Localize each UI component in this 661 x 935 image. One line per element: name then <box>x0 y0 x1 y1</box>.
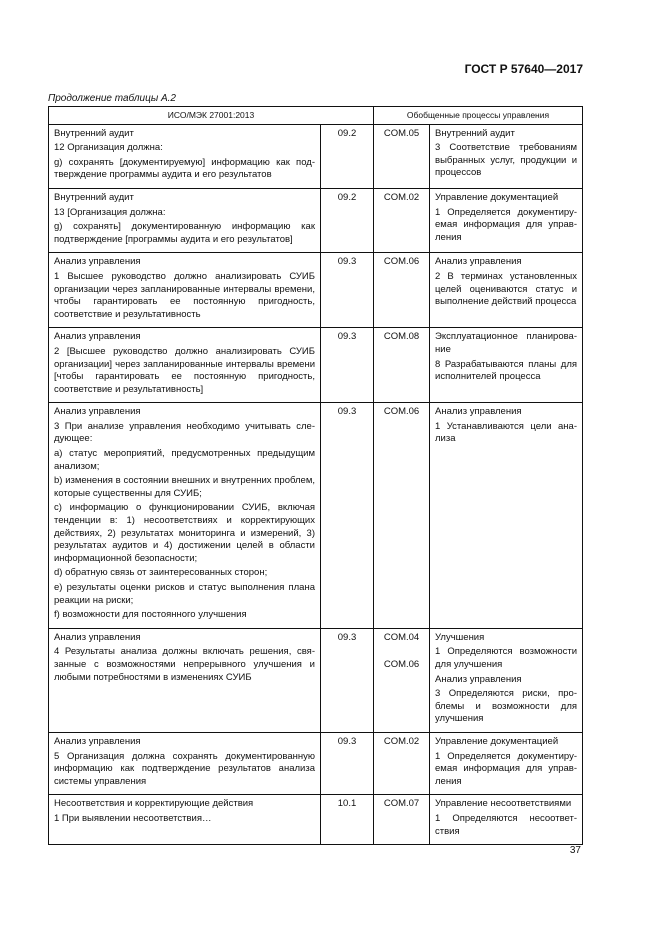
clause-text: 2 [Высшее руководство должно анализировать СУИБ организации] через запланированные интервалы времени [чтобы гарантировать ее постоянную пригодность, соответствие и результативность] <box>54 345 315 395</box>
iso-cell <box>49 628 321 732</box>
table-row <box>49 124 583 188</box>
process-text: 3 Соответствие требованиям выбранных услуг, продукции и процессов <box>435 142 578 179</box>
process-code-cell <box>374 795 430 845</box>
process-code: COM.05 <box>383 127 420 139</box>
process-cell <box>430 253 583 328</box>
document-code: ГОСТ Р 57640—2017 <box>464 62 583 76</box>
clause-text: 13 [Организация должна: <box>54 206 166 218</box>
table-row <box>49 188 583 252</box>
table-caption: Продолжение таблицы А.2 <box>48 93 176 104</box>
section-title: Анализ управления <box>54 735 141 747</box>
section-title: Анализ управления <box>54 256 141 268</box>
process-cell <box>430 628 583 732</box>
process-text: 2 В терминах установленных целей оцениваются статус и выполнение действий процесса <box>435 270 578 308</box>
iso-cell <box>49 124 321 188</box>
process-title: Управление документацией <box>435 735 559 747</box>
process-code-cell <box>374 188 430 252</box>
process-code: COM.04 <box>383 631 420 643</box>
section-title: Анализ управления <box>54 631 141 643</box>
iso-cell <box>49 795 321 845</box>
process-title: Внутренний аудит <box>435 127 515 139</box>
process-code-cell <box>374 124 430 188</box>
process-title: Эксплуатационное планирование <box>435 331 578 355</box>
clause-text: 12 Организация должна: <box>54 142 163 154</box>
clause-text: g) сохранять] документированную информацию как подтверждение [программы аудита и его результатов] <box>54 221 315 245</box>
process-text: 1 Определяются несоответствия <box>435 812 578 837</box>
iso-cell <box>49 253 321 328</box>
process-text: 1 Устанавливаются цели анализа <box>435 420 578 445</box>
clause-text: 4 Результаты анализа должны включать решения, связанные с возможностями непрерывного улучшения и любыми потребностями в изменениях СУИБ <box>54 646 315 683</box>
process-cell <box>430 124 583 188</box>
clause-number: 10.1 <box>321 795 374 845</box>
section-title: Внутренний аудит <box>54 191 134 203</box>
process-code: COM.02 <box>383 735 420 747</box>
table-row <box>49 732 583 794</box>
process-title: Управление несоответствиями <box>435 798 572 810</box>
clause-text: 1 Высшее руководство должно анализировать СУИБ организации через запланированные интервалы времени, чтобы гарантировать ее постоянную пригодность, соответствие и результативность <box>54 270 315 320</box>
clause-text: 3 При анализе управления необходимо учитывать следующее: <box>54 420 315 445</box>
clause-number: 09.3 <box>321 628 374 732</box>
section-title: Анализ управления <box>54 406 141 418</box>
clause-item: c) информацию о функционировании СУИБ, включая тенденции в: 1) несоответствиях и корректирующих действиях, 2) результатах мониторинга и измерений, 3) результатах аудитов и 4) достижении целей в области информационной безопасности; <box>54 502 315 564</box>
process-code-cell <box>374 628 430 732</box>
process-cell <box>430 403 583 629</box>
process-code-cell <box>374 732 430 794</box>
clause-item: a) статус мероприятий, предусмотренных предыдущим анализом; <box>54 448 315 472</box>
process-cell <box>430 188 583 252</box>
clause-number: 09.3 <box>321 253 374 328</box>
process-title: Анализ управления <box>435 256 522 268</box>
process-cell <box>430 732 583 794</box>
process-code: COM.06 <box>383 659 420 671</box>
process-code: COM.07 <box>383 798 420 810</box>
process-text: 8 Разрабатываются планы для исполнителей процесса <box>435 358 578 383</box>
process-title: Улучшения <box>435 631 485 643</box>
table-row <box>49 795 583 845</box>
clause-item: f) возможности для постоянного улучшения <box>54 609 247 621</box>
table-row <box>49 253 583 328</box>
process-code-cell <box>374 403 430 629</box>
process-code: COM.06 <box>383 406 420 418</box>
iso-cell <box>49 188 321 252</box>
process-title: Анализ управления <box>435 406 522 418</box>
process-text: 1 Определяется документируемая информация для управления <box>435 206 578 243</box>
table-header-row <box>49 107 583 125</box>
section-title: Анализ управления <box>54 331 141 343</box>
iso-mapping-table <box>48 106 583 845</box>
clause-number: 09.3 <box>321 732 374 794</box>
clause-number: 09.3 <box>321 328 374 403</box>
table-row <box>49 628 583 732</box>
clause-item: e) результаты оценки рисков и статус выполнения плана реакции на риски; <box>54 582 315 606</box>
clause-text: 5 Организация должна сохранять документированную информацию как подтверждение результатов анализа системы управления <box>54 750 315 787</box>
process-title: Управление документацией <box>435 191 559 203</box>
process-title: Анализ управления <box>435 673 522 685</box>
page-number: 37 <box>569 845 581 856</box>
clause-number: 09.2 <box>321 124 374 188</box>
process-code: COM.02 <box>383 191 420 203</box>
process-text: 1 Определяется документируемая информация для управления <box>435 750 578 787</box>
clause-number: 09.2 <box>321 188 374 252</box>
clause-number: 09.3 <box>321 403 374 629</box>
table-row <box>49 328 583 403</box>
section-title: Внутренний аудит <box>54 127 134 139</box>
table-row <box>49 403 583 629</box>
process-cell <box>430 328 583 403</box>
process-text: 1 Определяются возможности для улучшения <box>435 646 578 670</box>
header-processes: Обобщенные процессы управления <box>374 107 583 125</box>
process-code: COM.06 <box>383 256 420 268</box>
section-title: Несоответствия и корректирующие действия <box>54 798 254 810</box>
process-code-cell <box>374 253 430 328</box>
iso-cell <box>49 732 321 794</box>
clause-item: d) обратную связь от заинтересованных сторон; <box>54 567 268 579</box>
clause-text: g) сохранять [документируемую] информацию как подтверждение программы аудита и его результатов <box>54 156 315 181</box>
process-cell <box>430 795 583 845</box>
clause-item: b) изменения в состоянии внешних и внутренних проблем, которые существенны для СУИБ; <box>54 475 315 499</box>
process-text: 3 Определяются риски, проблемы и возможности для улучшения <box>435 688 578 725</box>
header-iso: ИСО/МЭК 27001:2013 <box>49 107 374 125</box>
process-code: COM.08 <box>383 331 420 343</box>
iso-cell <box>49 403 321 629</box>
process-code-cell <box>374 328 430 403</box>
clause-text: 1 При выявлении несоответствия… <box>54 812 212 824</box>
iso-cell <box>49 328 321 403</box>
